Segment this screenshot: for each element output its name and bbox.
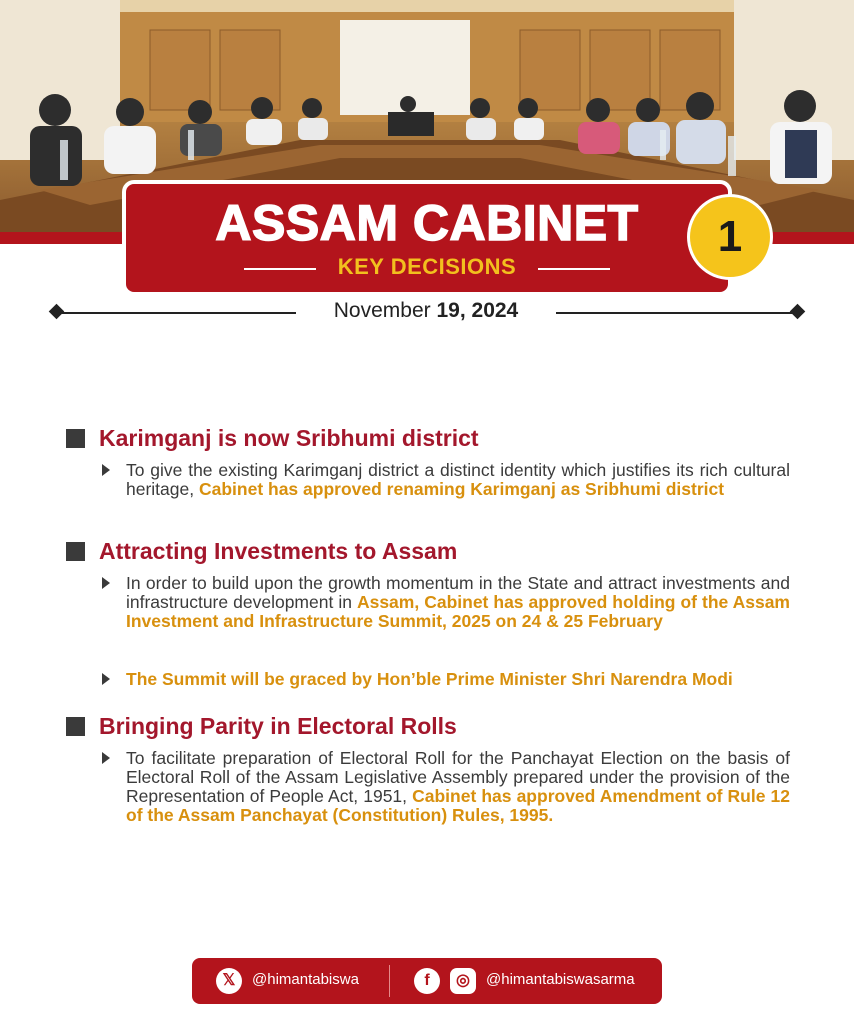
square-bullet-icon bbox=[66, 542, 85, 561]
footer-divider bbox=[389, 965, 390, 997]
triangle-bullet-icon bbox=[102, 464, 110, 476]
triangle-bullet-icon bbox=[102, 577, 110, 589]
date-rule-right bbox=[556, 312, 796, 314]
bullet-plain: To give the existing Karimganj district a distinct identity which justifies its rich cultural heritage, bbox=[126, 460, 790, 499]
banner-title: ASSAM CABINET bbox=[215, 195, 639, 251]
section-heading bbox=[66, 713, 457, 740]
diamond-right-icon bbox=[790, 304, 806, 320]
date-day-year: 19, 2024 bbox=[436, 299, 519, 322]
section-heading bbox=[66, 425, 479, 452]
square-bullet-icon bbox=[66, 429, 85, 448]
bullet-highlight: The Summit will be graced by Hon’ble Prime Minister Shri Narendra Modi bbox=[126, 669, 733, 689]
instagram-icon[interactable]: ◎ bbox=[450, 968, 476, 994]
bullet-plain: In order to build upon the growth momentum in the State and attract investments and infrastructure development in bbox=[126, 573, 790, 612]
section-heading bbox=[66, 538, 457, 565]
date-rule-left bbox=[56, 312, 296, 314]
subtitle-rule-right bbox=[538, 268, 610, 270]
fb-ig-handle[interactable]: @himantabiswasarma bbox=[486, 971, 635, 988]
date-label bbox=[296, 299, 556, 323]
bullet-text bbox=[126, 461, 790, 499]
bullet-highlight: Cabinet has approved renaming Karimganj as Sribhumi district bbox=[198, 479, 725, 499]
bullet-text bbox=[126, 749, 790, 825]
triangle-bullet-icon bbox=[102, 673, 110, 685]
date-month: November bbox=[333, 299, 431, 322]
bullet-highlight: Assam, Cabinet has approved holding of the Assam Investment and Infrastructure Summit, 2025 on 24 & 25 February bbox=[126, 592, 790, 631]
section-heading-text: Karimganj is now Sribhumi district bbox=[99, 425, 479, 451]
social-footer bbox=[192, 958, 662, 1004]
bullet-text bbox=[126, 574, 790, 631]
bullet-text bbox=[126, 670, 790, 689]
bullet-plain: To facilitate preparation of Electoral Roll for the Panchayat Election on the basis of Electoral Roll of the Assam Legislative Assembly prepared under the provision of the Representation of People Act, 1951, bbox=[126, 748, 790, 806]
section-heading-text: Bringing Parity in Electoral Rolls bbox=[99, 713, 457, 739]
x-logo-icon[interactable]: 𝕏 bbox=[216, 968, 242, 994]
triangle-bullet-icon bbox=[102, 752, 110, 764]
section-heading-text: Attracting Investments to Assam bbox=[99, 538, 458, 564]
banner-subtitle: KEY DECISIONS bbox=[337, 254, 517, 279]
facebook-icon[interactable]: f bbox=[414, 968, 440, 994]
x-handle[interactable]: @himantabiswa bbox=[252, 971, 359, 988]
title-banner bbox=[126, 184, 728, 292]
page-number-badge: 1 bbox=[690, 197, 770, 277]
square-bullet-icon bbox=[66, 717, 85, 736]
bullet-highlight: Cabinet has approved Amendment of Rule 12 of the Assam Panchayat (Constitution) Rules, 1995. bbox=[126, 786, 790, 825]
